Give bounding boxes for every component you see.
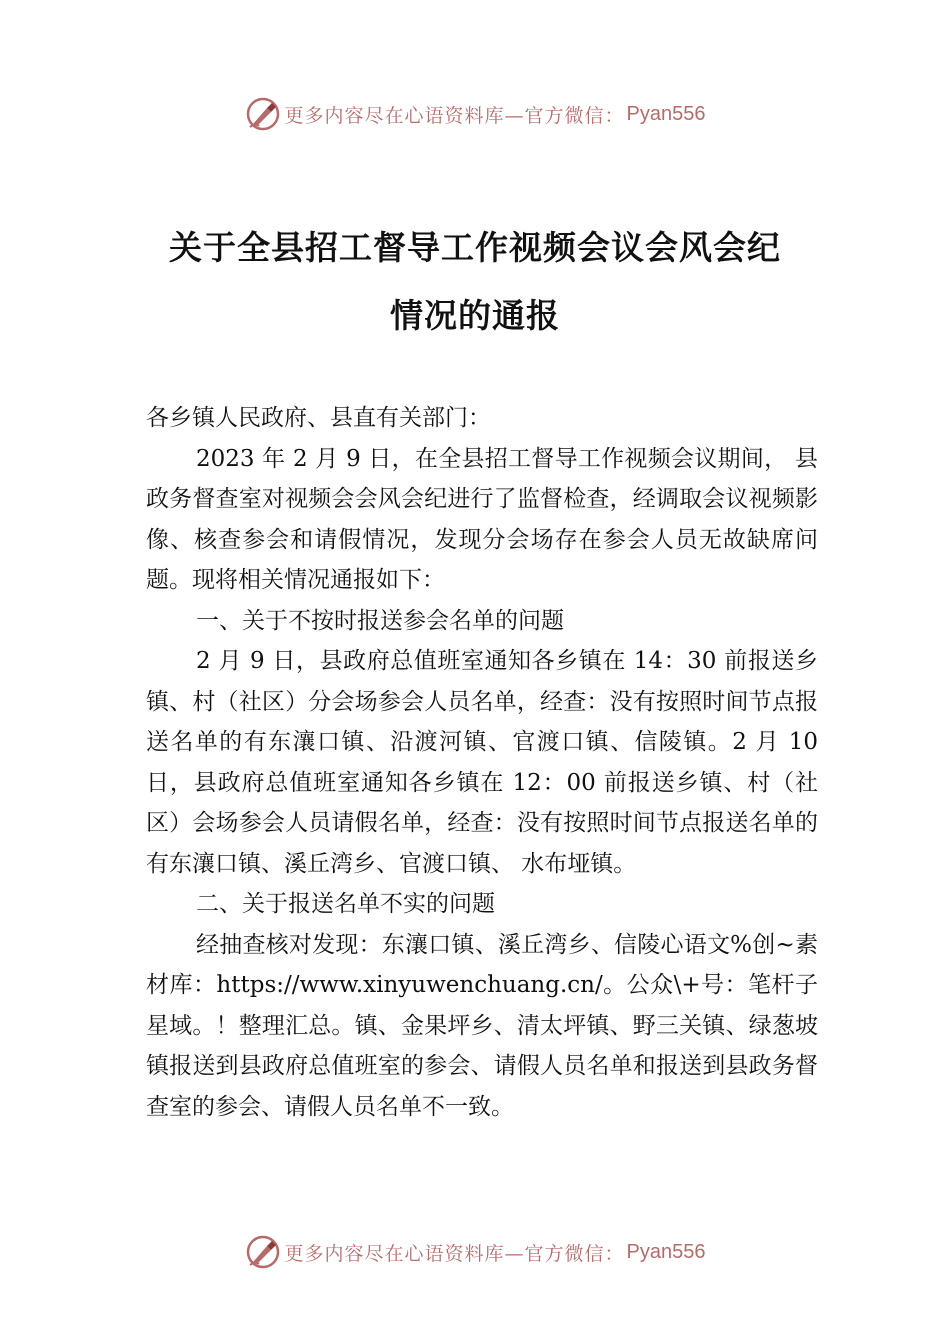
section1-heading: 一、关于不按时报送参会名单的问题 bbox=[196, 607, 564, 634]
banner-wechat-id: Pyan556 bbox=[626, 102, 706, 125]
banner-text: 更多内容尽在心语资料库—官方微信： bbox=[284, 1242, 625, 1265]
pen-logo-icon bbox=[245, 96, 281, 132]
banner-wechat-id: Pyan556 bbox=[626, 1240, 706, 1263]
salutation: 各乡镇人民政府、县直有关部门： bbox=[146, 405, 491, 431]
pen-logo-icon bbox=[245, 1234, 281, 1270]
document-title-line1: 关于全县招工督导工作视频会议会风会纪 bbox=[169, 228, 781, 267]
banner-text: 更多内容尽在心语资料库—官方微信： bbox=[284, 104, 625, 127]
document-body bbox=[146, 398, 818, 1127]
footer-watermark-banner bbox=[0, 1232, 950, 1272]
paragraph-section2: 经抽查核对发现：东瀼口镇、溪丘湾乡、信陵心语文%创~素材库：https://www.xinyuwenchuang.cn/。公众\+号：笔杆子星域。！整理汇总。镇、金果坪乡、清太坪镇、野三关镇、绿葱坡镇报送到县政府总值班室的参会、请假人员名单和报送到县政务督查室的参会、请假人员名单不一致。 bbox=[146, 931, 818, 1120]
paragraph-section1: 2 月 9 日，县政府总值班室通知各乡镇在 14：30 前报送乡镇、村（社区）分会场参会人员名单，经查：没有按照时间节点报送名单的有东瀼口镇、沿渡河镇、官渡口镇、信陵镇。2 月 10 日，县政府总值班室通知各乡镇在 12：00 前报送乡镇、村（社区）会场参会人员请假名单，经查：没有按照时间节点报送名单的有东瀼口镇、溪丘湾乡、官渡口镇、 水布垭镇。 bbox=[146, 648, 818, 877]
header-watermark-banner bbox=[0, 94, 950, 134]
document-title-line2: 情况的通报 bbox=[390, 296, 560, 335]
paragraph-intro: 2023 年 2 月 9 日，在全县招工督导工作视频会议期间， 县政务督查室对视频会会风会纪进行了监督检查，经调取会议视频影像、核查参会和请假情况，发现分会场存在参会人员无故缺席问题。现将相关情况通报如下： bbox=[146, 445, 818, 593]
section2-heading: 二、关于报送名单不实的问题 bbox=[196, 891, 495, 917]
